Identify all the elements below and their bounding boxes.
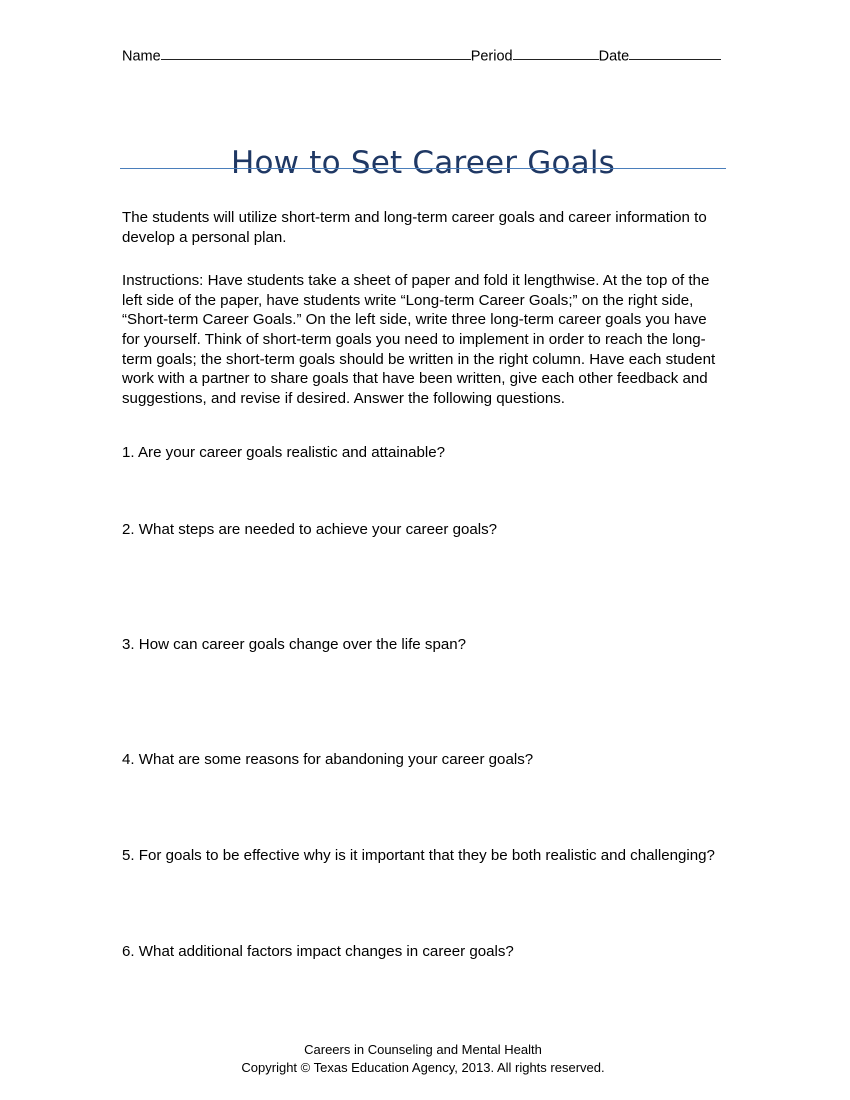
question-text-4: What are some reasons for abandoning your career goals? [138,751,534,768]
question-item-5 [122,846,722,866]
date-label: Date [598,48,630,65]
question-text-3: How can career goals change over the life span? [138,636,467,653]
page-title: How to Set Career Goals [230,144,616,181]
worksheet-body [122,208,722,408]
question-number-1: 1. [122,444,135,461]
question-number-3: 3. [122,636,135,653]
question-number-5: 5. [122,847,135,864]
footer-copyright: Copyright © Texas Education Agency, 2013. All rights reserved. [241,1060,605,1075]
question-item-1 [122,443,722,463]
question-number-2: 2. [122,521,135,538]
question-item-6 [122,942,722,962]
question-text-6: What additional factors impact changes in career goals? [138,943,514,960]
objective-paragraph: The students will utilize short-term and long-term career goals and career information to develop a personal plan. [122,209,707,246]
instructions-paragraph: Instructions: Have students take a sheet of paper and fold it lengthwise. At the top of the left side of the paper, have students write “Long-term Career Goals;” on the right side, “Short-term Career Goals.” On the left side, write three long-term career goals you have for yourself. Think of short-term goals you need to implement in order to reach the long-term goals; the short-term goals should be written in the right column. Have each student work with a partner to share goals that have been written, give each other feedback and suggestions, and revise if desired. Answer the following questions. [122,272,716,407]
question-number-4: 4. [122,751,135,768]
question-number-6: 6. [122,943,135,960]
student-info-line [122,46,722,65]
title-divider [120,168,726,169]
question-text-2: What steps are needed to achieve your career goals? [138,521,498,538]
date-blank-line[interactable] [629,46,721,60]
question-text-5: For goals to be effective why is it important that they be both realistic and challenging? [138,847,715,864]
period-blank-line[interactable] [513,46,599,60]
question-item-4 [122,750,722,770]
footer-course-title: Careers in Counseling and Mental Health [304,1042,542,1057]
name-label: Name [122,48,161,65]
question-item-2 [122,520,722,540]
period-label: Period [470,48,513,65]
question-item-3 [122,635,722,655]
name-blank-line[interactable] [161,46,471,60]
question-text-1: Are your career goals realistic and attainable? [137,444,446,461]
page-footer [120,1041,726,1077]
